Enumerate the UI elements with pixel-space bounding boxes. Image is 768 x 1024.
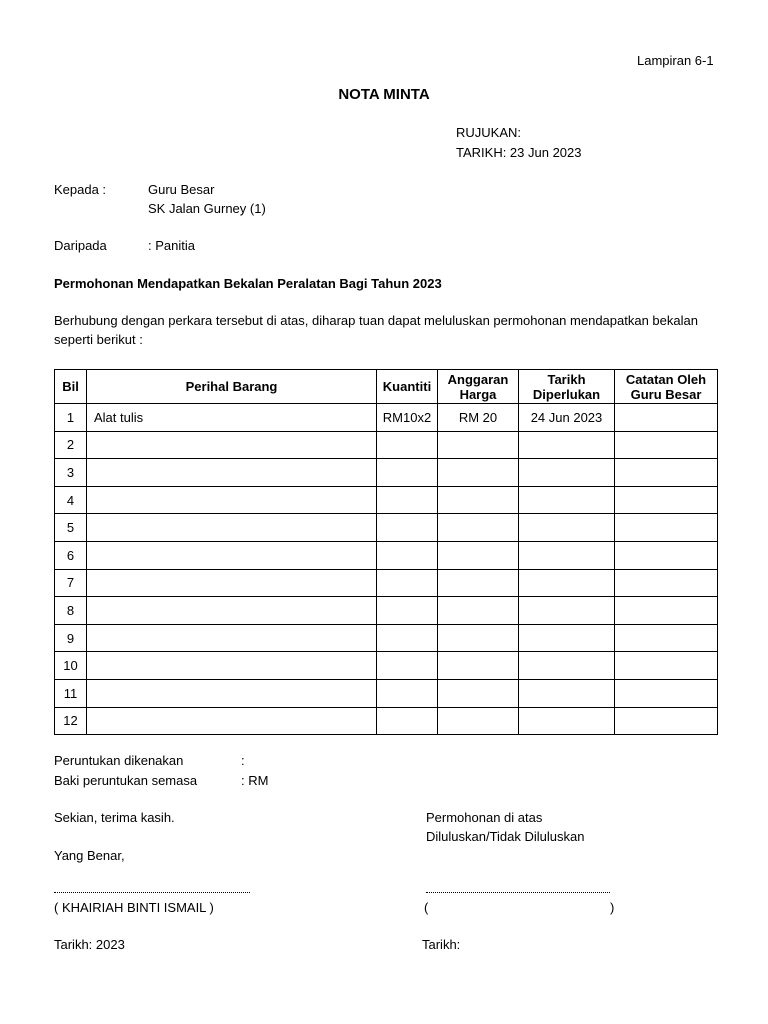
kepada-line1: Guru Besar — [148, 182, 215, 197]
cell-anggaran[interactable] — [438, 624, 519, 652]
cell-anggaran[interactable] — [438, 541, 519, 569]
header-anggaran: Anggaran Harga — [438, 370, 519, 404]
peruntukan-label: Peruntukan dikenakan — [54, 753, 184, 768]
cell-kuantiti[interactable] — [377, 459, 438, 487]
cell-catatan[interactable] — [615, 652, 718, 680]
table-row — [55, 679, 718, 707]
baki-label: Baki peruntukan semasa — [54, 773, 198, 788]
cell-bil: 7 — [55, 569, 87, 597]
cell-bil: 5 — [55, 514, 87, 542]
header-kuantiti: Kuantiti — [377, 370, 438, 404]
subject-line: Permohonan Mendapatkan Bekalan Peralatan Bagi Tahun 2023 — [54, 276, 442, 291]
cell-anggaran[interactable] — [438, 431, 519, 459]
cell-bil: 12 — [55, 707, 87, 735]
table-row — [55, 652, 718, 680]
lampiran-label: Lampiran 6-1 — [637, 53, 714, 68]
approver-paren-close: ) — [610, 900, 615, 915]
cell-perihal[interactable] — [87, 624, 377, 652]
cell-kuantiti[interactable] — [377, 652, 438, 680]
cell-perihal[interactable] — [87, 569, 377, 597]
table-row — [55, 431, 718, 459]
cell-perihal[interactable] — [87, 707, 377, 735]
cell-bil: 4 — [55, 486, 87, 514]
cell-tarikh[interactable] — [519, 707, 615, 735]
cell-catatan[interactable] — [615, 514, 718, 542]
cell-kuantiti[interactable] — [377, 707, 438, 735]
cell-kuantiti[interactable]: RM10x2 — [377, 404, 438, 432]
cell-anggaran[interactable]: RM 20 — [438, 404, 519, 432]
approval-line-2: Diluluskan/Tidak Diluluskan — [426, 829, 585, 844]
cell-bil: 9 — [55, 624, 87, 652]
table-row — [55, 707, 718, 735]
approver-date: Tarikh: — [422, 937, 461, 952]
cell-tarikh[interactable] — [519, 514, 615, 542]
cell-perihal[interactable] — [87, 679, 377, 707]
cell-tarikh[interactable] — [519, 541, 615, 569]
cell-kuantiti[interactable] — [377, 541, 438, 569]
cell-catatan[interactable] — [615, 569, 718, 597]
signer-name: ( KHAIRIAH BINTI ISMAIL ) — [54, 900, 214, 915]
cell-anggaran[interactable] — [438, 597, 519, 625]
header-catatan: Catatan Oleh Guru Besar — [615, 370, 718, 404]
cell-tarikh[interactable] — [519, 652, 615, 680]
cell-kuantiti[interactable] — [377, 597, 438, 625]
header-bil: Bil — [55, 370, 87, 404]
cell-kuantiti[interactable] — [377, 679, 438, 707]
cell-anggaran[interactable] — [438, 486, 519, 514]
cell-kuantiti[interactable] — [377, 431, 438, 459]
cell-tarikh[interactable] — [519, 679, 615, 707]
cell-perihal[interactable] — [87, 541, 377, 569]
cell-anggaran[interactable] — [438, 514, 519, 542]
cell-bil: 11 — [55, 679, 87, 707]
cell-tarikh[interactable] — [519, 431, 615, 459]
cell-tarikh[interactable] — [519, 624, 615, 652]
cell-anggaran[interactable] — [438, 679, 519, 707]
cell-anggaran[interactable] — [438, 707, 519, 735]
cell-kuantiti[interactable] — [377, 569, 438, 597]
cell-catatan[interactable] — [615, 486, 718, 514]
table-row — [55, 459, 718, 487]
daripada-label: Daripada — [54, 238, 107, 253]
yang-benar-text: Yang Benar, — [54, 848, 125, 863]
table-row — [55, 569, 718, 597]
table-row — [55, 514, 718, 542]
approver-paren-open: ( — [424, 900, 429, 915]
cell-bil: 8 — [55, 597, 87, 625]
cell-tarikh[interactable]: 24 Jun 2023 — [519, 404, 615, 432]
sekian-text: Sekian, terima kasih. — [54, 810, 175, 825]
cell-catatan[interactable] — [615, 624, 718, 652]
header-perihal: Perihal Barang — [87, 370, 377, 404]
cell-tarikh[interactable] — [519, 597, 615, 625]
cell-perihal[interactable] — [87, 652, 377, 680]
table-row — [55, 404, 718, 432]
rujukan-label: RUJUKAN: — [456, 125, 522, 140]
cell-bil: 10 — [55, 652, 87, 680]
cell-perihal[interactable]: Alat tulis — [87, 404, 377, 432]
cell-catatan[interactable] — [615, 541, 718, 569]
kepada-line2: SK Jalan Gurney (1) — [148, 201, 266, 216]
page-title: NOTA MINTA — [338, 86, 430, 103]
cell-perihal[interactable] — [87, 514, 377, 542]
cell-bil: 2 — [55, 431, 87, 459]
body-line-2: seperti berikut : — [54, 332, 143, 347]
signer-date: Tarikh: 2023 — [54, 937, 125, 952]
cell-catatan[interactable] — [615, 404, 718, 432]
baki-value: : RM — [241, 773, 269, 788]
cell-perihal[interactable] — [87, 486, 377, 514]
approval-line-1: Permohonan di atas — [426, 810, 543, 825]
signature-line-right — [426, 892, 610, 893]
body-line-1: Berhubung dengan perkara tersebut di atas, diharap tuan dapat meluluskan permohonan mendapatkan bekalan — [54, 313, 698, 328]
cell-anggaran[interactable] — [438, 459, 519, 487]
cell-kuantiti[interactable] — [377, 624, 438, 652]
cell-bil: 1 — [55, 404, 87, 432]
cell-anggaran[interactable] — [438, 569, 519, 597]
table-row — [55, 541, 718, 569]
kepada-label: Kepada : — [54, 182, 107, 197]
cell-catatan[interactable] — [615, 431, 718, 459]
cell-perihal[interactable] — [87, 459, 377, 487]
cell-perihal[interactable] — [87, 597, 377, 625]
cell-tarikh[interactable] — [519, 486, 615, 514]
header-tarikh: Tarikh Diperlukan — [519, 370, 615, 404]
cell-tarikh[interactable] — [519, 459, 615, 487]
table-row — [55, 486, 718, 514]
cell-catatan[interactable] — [615, 707, 718, 735]
cell-catatan[interactable] — [615, 597, 718, 625]
cell-anggaran[interactable] — [438, 652, 519, 680]
table-row — [55, 624, 718, 652]
cell-kuantiti[interactable] — [377, 514, 438, 542]
daripada-value: : Panitia — [148, 238, 195, 253]
tarikh-header: TARIKH: 23 Jun 2023 — [456, 145, 582, 160]
table-row — [55, 597, 718, 625]
cell-perihal[interactable] — [87, 431, 377, 459]
table-header-row — [55, 370, 718, 404]
cell-catatan[interactable] — [615, 459, 718, 487]
cell-catatan[interactable] — [615, 679, 718, 707]
cell-bil: 3 — [55, 459, 87, 487]
cell-tarikh[interactable] — [519, 569, 615, 597]
signature-line-left — [54, 892, 250, 893]
cell-kuantiti[interactable] — [377, 486, 438, 514]
peruntukan-value: : — [241, 753, 245, 768]
request-table — [54, 369, 718, 735]
cell-bil: 6 — [55, 541, 87, 569]
